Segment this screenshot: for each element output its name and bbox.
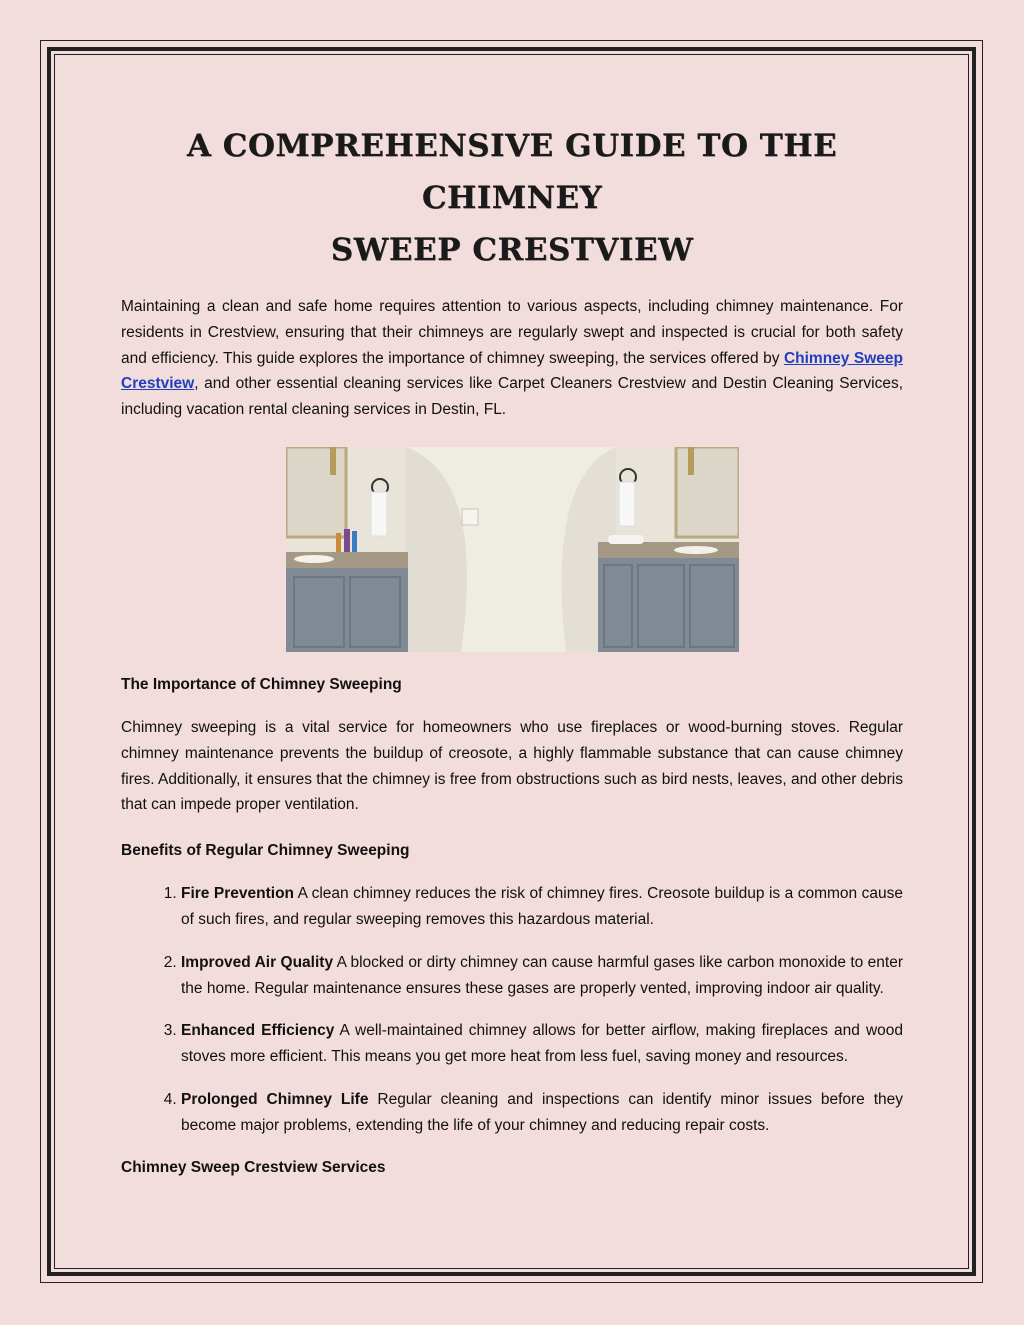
importance-paragraph: Chimney sweeping is a vital service for homeowners who use fireplaces or wood-burning stoves. Regular chimney maintenance prevents the buildup of creosote, a highly flammable substance that can cause chimney fires. Additionally, it ensures that the chimney is free from obstructions such as bird nests, leaves, and other debris that can impede proper ventilation. — [121, 718, 903, 814]
list-item — [181, 950, 903, 1002]
document-title — [121, 120, 903, 276]
section-heading-importance: The Importance of Chimney Sweeping — [121, 675, 402, 693]
benefit-text: A well-maintained chimney allows for better airflow, making fireplaces and wood stoves more efficient. This means you get more heat from less fuel, saving money and resources. — [181, 1022, 903, 1066]
title-line-1: A COMPREHENSIVE GUIDE TO THE CHIMNEY — [186, 128, 838, 216]
section-heading-benefits: Benefits of Regular Chimney Sweeping — [121, 842, 410, 860]
benefit-label: Improved Air Quality — [181, 953, 334, 971]
title-line-2: SWEEP CRESTVIEW — [330, 232, 694, 268]
benefit-text: A clean chimney reduces the risk of chimney fires. Creosote buildup is a common cause of such fires, and regular sweeping removes this hazardous material. — [181, 885, 904, 928]
benefit-text: A blocked or dirty chimney can cause harmful gases like carbon monoxide to enter the home. Regular maintenance ensures these gases are properly vented, improving indoor air quality. — [181, 953, 903, 997]
benefit-label: Enhanced Efficiency — [181, 1022, 335, 1040]
intro-text-before-link: Maintaining a clean and safe home requires attention to various aspects, including chimney maintenance. For residents in Crestview, ensuring that their chimneys are regularly swept and inspected is crucial for both safety and efficiency. This guide explores the importance of chimney sweeping, the services offered by — [121, 298, 903, 367]
bathroom-vanity-photo — [286, 447, 739, 652]
benefits-list — [121, 881, 903, 1138]
chimney-sweep-crestview-link[interactable]: Chimney Sweep Crestview — [121, 349, 903, 393]
list-item — [181, 1018, 903, 1070]
section-heading-services: Chimney Sweep Crestview Services — [121, 1158, 386, 1176]
benefit-text: Regular cleaning and inspections can identify minor issues before they become major problems, extending the life of your chimney and reducing repair costs. — [181, 1090, 904, 1134]
intro-paragraph — [121, 294, 903, 423]
benefit-label: Prolonged Chimney Life — [181, 1090, 369, 1108]
document-content — [121, 120, 903, 1180]
benefit-label: Fire Prevention — [181, 885, 295, 903]
intro-text-after-link: , and other essential cleaning services like Carpet Cleaners Crestview and Destin Cleaning Services, including vacation rental cleaning services in Destin, FL. — [121, 375, 903, 419]
list-item — [181, 881, 903, 933]
list-item — [181, 1087, 903, 1139]
